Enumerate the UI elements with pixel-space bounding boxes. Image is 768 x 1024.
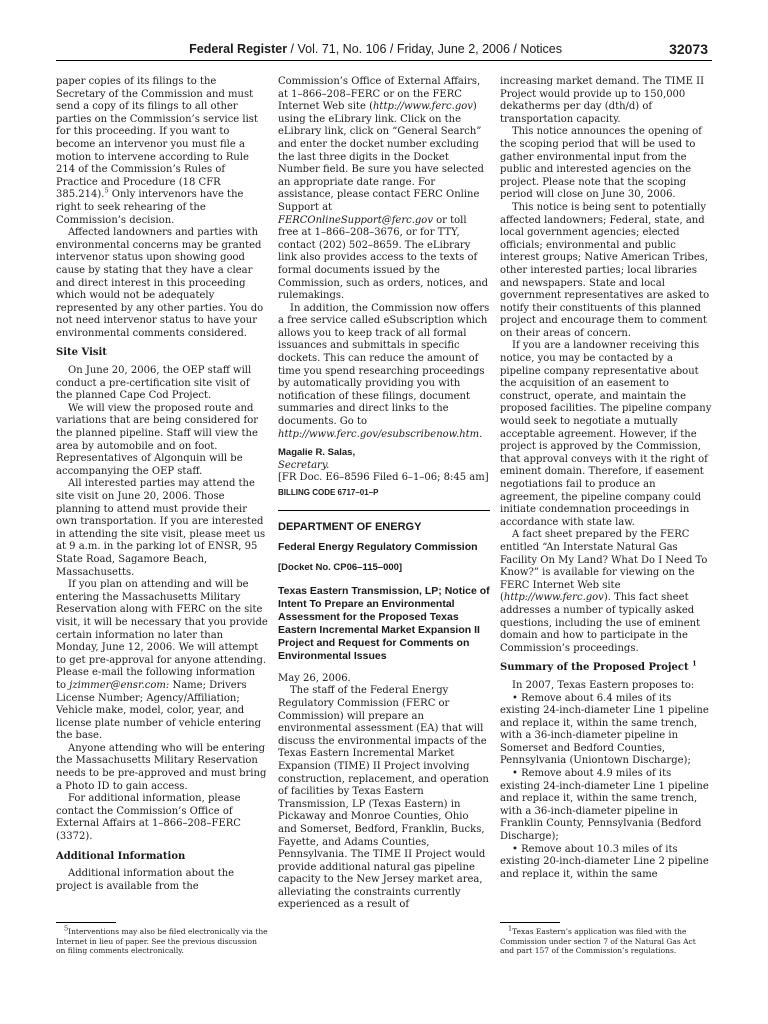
paragraph: This notice is being sent to potentially affected landowners; Federal, state, and local government agencies; elected officials; environmental and public interest groups; Native American Tribes, other interested parties; local libraries and newspapers. State and local government representatives are asked to notify their constituents of this planned project and encourage them to comment on their areas of concern. (500, 201, 710, 339)
paragraph: Anyone attending who will be entering the Massachusetts Military Reservation needs to be pre-approved and must bring a Photo ID to gain access. (56, 742, 267, 792)
paragraph: This notice announces the opening of the scoping period that will be used to gather environmental input from the public and interested agencies on the project. Please note that the scoping period will close on June 30, 2006. (500, 126, 702, 201)
paragraph: Commission’s Office of External Affairs, at 1–866–208–FERC or on the FERC Internet Web site (http://www.ferc.gov) using the eLibrary link. Click on the eLibrary link, click on “General Search” and enter the docket number excluding the last three digits in the Docket Number field. Be sure you have selected an appropriate date range. For assistance, please contact FERC Online Support at FERCOnlineSupport@ferc.gov or toll free at 1–866–208–3676, or for TTY, contact (202) 502–8659. The eLibrary link also provides access to the texts of formal documents issued by the Commission, such as orders, notices, and rulemakings. (278, 76, 489, 302)
page-number: 32073 (669, 41, 708, 57)
fr-doc-line: [FR Doc. E6–8596 Filed 6–1–06; 8:45 am] (278, 472, 489, 484)
esubscription-link[interactable]: http://www.ferc.gov/esubscribenow.htm. (278, 428, 483, 440)
ferc-website-link[interactable]: http://www.ferc.gov (372, 101, 473, 113)
running-header (56, 38, 712, 61)
email-link[interactable]: jzimmer@ensr.com: (69, 679, 170, 691)
notice-title: Texas Eastern Transmission, LP; Notice of Intent To Prepare an Environmental Assessment for the Proposed Texas Eastern Incremental Market Expansion II Project and Request for Comments on Environmental Issues (278, 584, 490, 662)
paragraph: We will view the proposed route and variations that are being considered for the planned pipeline. Staff will view the area by automobile and on foot. Representatives of Algonquin will be accompanying the OEP staff. (56, 402, 259, 477)
paragraph: Additional information about the project is available from the (56, 868, 235, 892)
divider (278, 510, 490, 511)
paragraph: In addition, the Commission now offers a free service called eSubscription which allows you to keep track of all formal issuances and submittals in specific dockets. This can reduce the amount of time you spend researching proceedings by automatically providing you with notification of these filings, document summaries and direct links to the documents. Go to http://www.ferc.gov/esubscribenow.htm. (278, 302, 490, 440)
issue-info: / Vol. 71, No. 106 / Friday, June 2, 2006 / Notices (287, 42, 562, 56)
section-heading-summary: Summary of the Proposed Project $^1$ (500, 659, 697, 674)
paragraph: If you plan on attending and will be entering the Massachusetts Military Reservation along with FERC on the site visit, it will be necessary that you provide certain information no later than Monday, June 12, 2006. We will attempt to get pre-approval for anyone attending. Please e-mail the following information to jzimmer@ensr.com: Name; Drivers License Number; Agency/Affiliation; Vehicle make, model, color, year, and license plate number of vehicle entering the base. (56, 579, 268, 742)
list-item: • Remove about 4.9 miles of its existing 24-inch-diameter Line 1 pipeline and replace it, within the same trench, with a 36-inch-diameter pipeline in Franklin County, Pennsylvania (Bedford Discharge); (500, 768, 709, 843)
footnote: $^1$Texas Eastern’s application was filed with the Commission under section 7 of the Natural Gas Act and part 157 of the Commission’s regulations. (500, 924, 696, 956)
docket-number: [Docket No. CP06–115–000] (278, 562, 403, 574)
footnote: $^5$Interventions may also be filed electronically via the Internet in lieu of paper. See the previous discussion on filing comments electronically. (56, 924, 268, 956)
section-heading-site-visit: Site Visit (56, 347, 107, 359)
paragraph: Affected landowners and parties with environmental concerns may be granted intervenor status upon showing good cause by stating that they have a clear and direct interest in this proceeding which would not be adequately represented by any other parties. You do not need intervenor status to have your environmental comments considered. (56, 227, 264, 339)
footnote-ref: 1 (692, 659, 697, 668)
agency-heading: Federal Energy Regulatory Commission (278, 541, 478, 554)
support-email-link[interactable]: FERCOnlineSupport@ferc.gov (278, 214, 433, 226)
paragraph: In 2007, Texas Eastern proposes to: (512, 679, 695, 691)
column-2 (278, 76, 490, 912)
ferc-website-link[interactable]: http://www.ferc.gov (503, 592, 604, 604)
journal-name: Federal Register (189, 42, 288, 56)
department-heading: DEPARTMENT OF ENERGY (278, 520, 422, 533)
column-3 (500, 76, 712, 881)
footnote-number: 5 (64, 924, 69, 933)
list-item: • Remove about 10.3 miles of its existing 20-inch-diameter Line 2 pipeline and replace it, within the same (500, 843, 709, 880)
paragraph: paper copies of its filings to the Secretary of the Commission and must send a copy of its filings to all other parties on the Commission’s service list for this proceeding. If you want to become an intervenor you must file a motion to intervene according to Rule 214 of the Commission’s Rules of Practice and Procedure (18 CFR 385.214).$^5$ Only intervenors have the right to seek rehearing of the Commission’s decision. (56, 76, 258, 226)
paragraph: The staff of the Federal Energy Regulatory Commission (FERC or Commission) will prepare an environmental assessment (EA) that will discuss the environmental impacts of the Texas Eastern Incremental Market Expansion (TIME) II Project involving construction, replacement, and operation of facilities by Texas Eastern Transmission, LP (Texas Eastern) in Pickaway and Monroe Counties, Ohio and Somerset, Bedford, Franklin, Bucks, Fayette, and Adams Counties, Pennsylvania. The TIME II Project would provide additional natural gas pipeline capacity to the New Jersey market area, alleviating the constraints currently experienced as a result of (278, 685, 489, 911)
footnote-ref: 5 (104, 187, 109, 196)
paragraph: All interested parties may attend the site visit on June 20, 2006. Those planning to attend must provide their own transportation. If you are interested in attending the site visit, please meet us at 9 a.m. in the parking lot of ENSR, 95 State Road, Sagamore Beach, Massachusetts. (56, 478, 266, 578)
notice-date: May 26, 2006. (278, 672, 351, 684)
signer-name: Magalie R. Salas, (278, 447, 356, 459)
header-citation (189, 42, 562, 56)
paragraph: If you are a landowner receiving this notice, you may be contacted by a pipeline company representative about the acquisition of an easement to construct, operate, and maintain the proposed facilities. The pipeline company would seek to negotiate a mutually acceptable agreement. However, if the project is approved by the Commission, that approval conveys with it the right of eminent domain. Therefore, if easement negotiations fail to produce an agreement, the pipeline company could initiate condemnation proceedings in accordance with state law. (500, 340, 712, 528)
list-item: • Remove about 6.4 miles of its existing 24-inch-diameter Line 1 pipeline and replace it, within the same trench, with a 36-inch-diameter pipeline in Somerset and Bedford Counties, Pennsylvania (Uniontown Discharge); (500, 692, 709, 767)
paragraph: For additional information, please contact the Commission’s Office of External Affairs at 1–866–208–FERC (3372). (56, 793, 241, 843)
billing-code: BILLING CODE 6717–01–P (278, 488, 379, 497)
column-1 (56, 76, 268, 893)
paragraph: increasing market demand. The TIME II Project would provide up to 150,000 dekatherms per day (dth/d) of transportation capacity. (500, 76, 705, 125)
footnote-rule (500, 922, 560, 923)
paragraph: On June 20, 2006, the OEP staff will conduct a pre-certification site visit of the planned Cape Cod Project. (56, 365, 252, 402)
footnote-number: 1 (508, 924, 513, 933)
signer-title: Secretary. (278, 459, 330, 471)
section-heading-additional-information: Additional Information (56, 850, 186, 862)
footnote-rule (56, 922, 116, 923)
paragraph: A fact sheet prepared by the FERC entitled “An Interstate Natural Gas Facility On My Land? What Do I Need To Know?” is available for viewing on the FERC Internet Web site (http://www.ferc.gov). This fact sheet addresses a number of typically asked questions, including the use of eminent domain and how to participate in the Commission’s proceedings. (500, 529, 708, 654)
